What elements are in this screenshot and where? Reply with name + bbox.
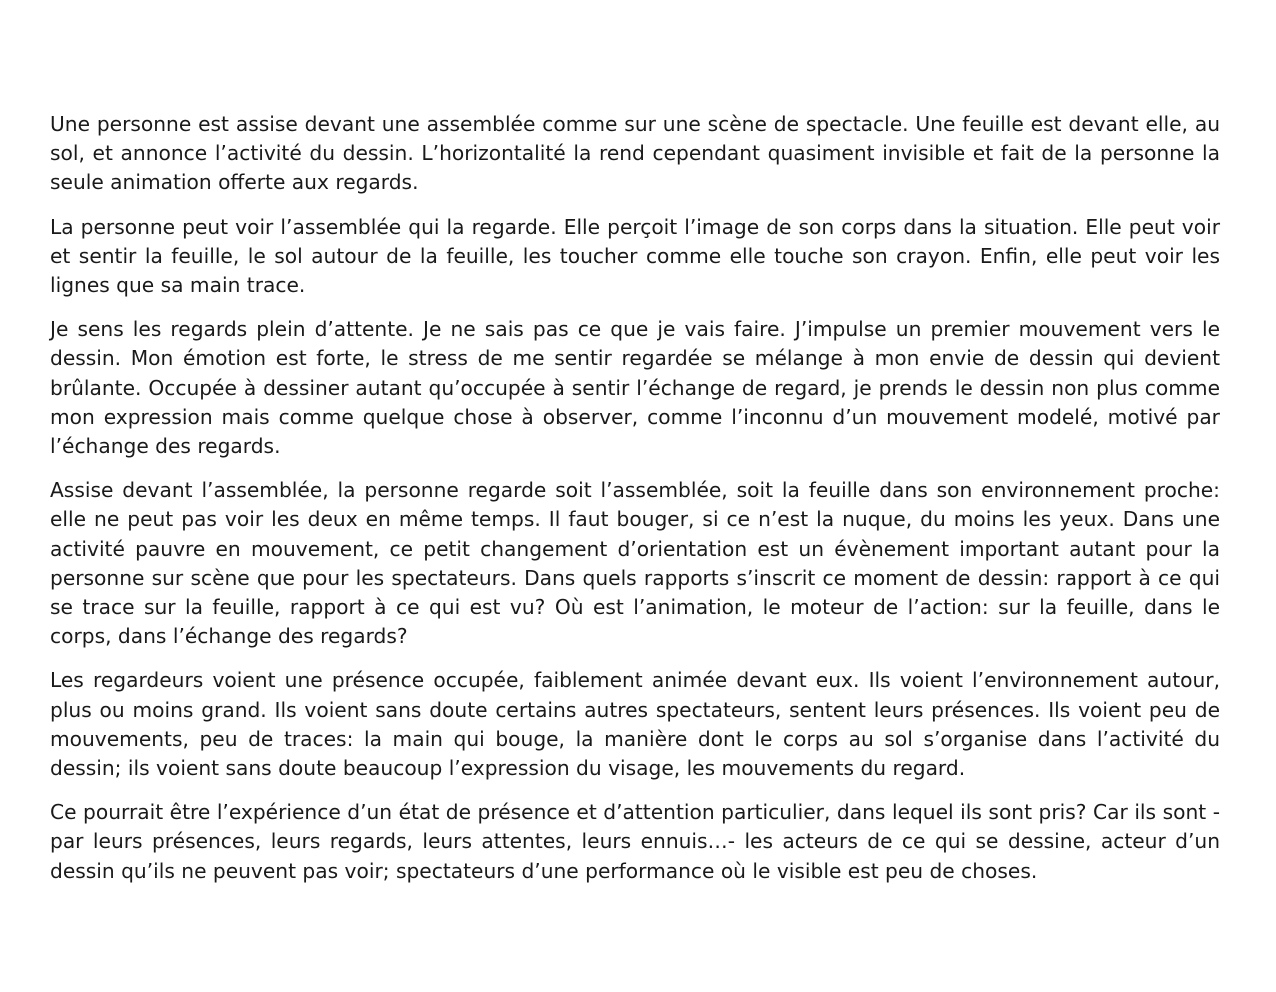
paragraph: Je sens les regards plein d’attente. Je ne sais pas ce que je vais faire. J’impulse un premier mouvement vers le dessin. Mon émotion est forte, le stress de me sentir regardée se mélange à mon envie de dessin qui devient brûlante. Occupée à dessiner autant qu’occupée à sentir l’échange de regard, je prends le dessin non plus comme mon expression mais comme quelque chose à observer, comme l’inconnu d’un mouvement modelé, motivé par l’échange des regards. xyxy=(50,317,1220,459)
paragraph: Les regardeurs voient une présence occupée, faiblement animée devant eux. Ils voient l’environnement autour, plus ou moins grand. Ils voient sans doute certains autres spectateurs, sentent leurs présences. Ils voient peu de mouvements, peu de traces: la main qui bouge, la manière dont le corps au sol s’organise dans l’activité du dessin; ils voient sans doute beaucoup l’expression du visage, les mouvements du regard. xyxy=(50,668,1220,781)
document-body xyxy=(50,110,1220,901)
paragraph: Ce pourrait être l’expérience d’un état de présence et d’attention particulier, dans lequel ils sont pris? Car ils sont -par leurs présences, leurs regards, leurs attentes, leurs ennuis…- les acteurs de ce qui se dessine, acteur d’un dessin qu’ils ne peuvent pas voir; spectateurs d’une performance où le visible est peu de choses. xyxy=(50,800,1220,883)
paragraph: Une personne est assise devant une assemblée comme sur une scène de spectacle. Une feuille est devant elle, au sol, et annonce l’activité du dessin. L’horizontalité la rend cependant quasiment invisible et fait de la personne la seule animation offerte aux regards. xyxy=(50,112,1220,195)
paragraph: Assise devant l’assemblée, la personne regarde soit l’assemblée, soit la feuille dans son environnement proche: elle ne peut pas voir les deux en même temps. Il faut bouger, si ce n’est la nuque, du moins les yeux. Dans une activité pauvre en mouvement, ce petit changement d’orientation est un évènement important autant pour la personne sur scène que pour les spectateurs. Dans quels rapports s’inscrit ce moment de dessin: rapport à ce qui se trace sur la feuille, rapport à ce qui est vu? Où est l’animation, le moteur de l’action: sur la feuille, dans le corps, dans l’échange des regards? xyxy=(50,478,1220,649)
paragraph: La personne peut voir l’assemblée qui la regarde. Elle perçoit l’image de son corps dans la situation. Elle peut voir et sentir la feuille, le sol autour de la feuille, les toucher comme elle touche son crayon. Enfin, elle peut voir les lignes que sa main trace. xyxy=(50,214,1220,298)
